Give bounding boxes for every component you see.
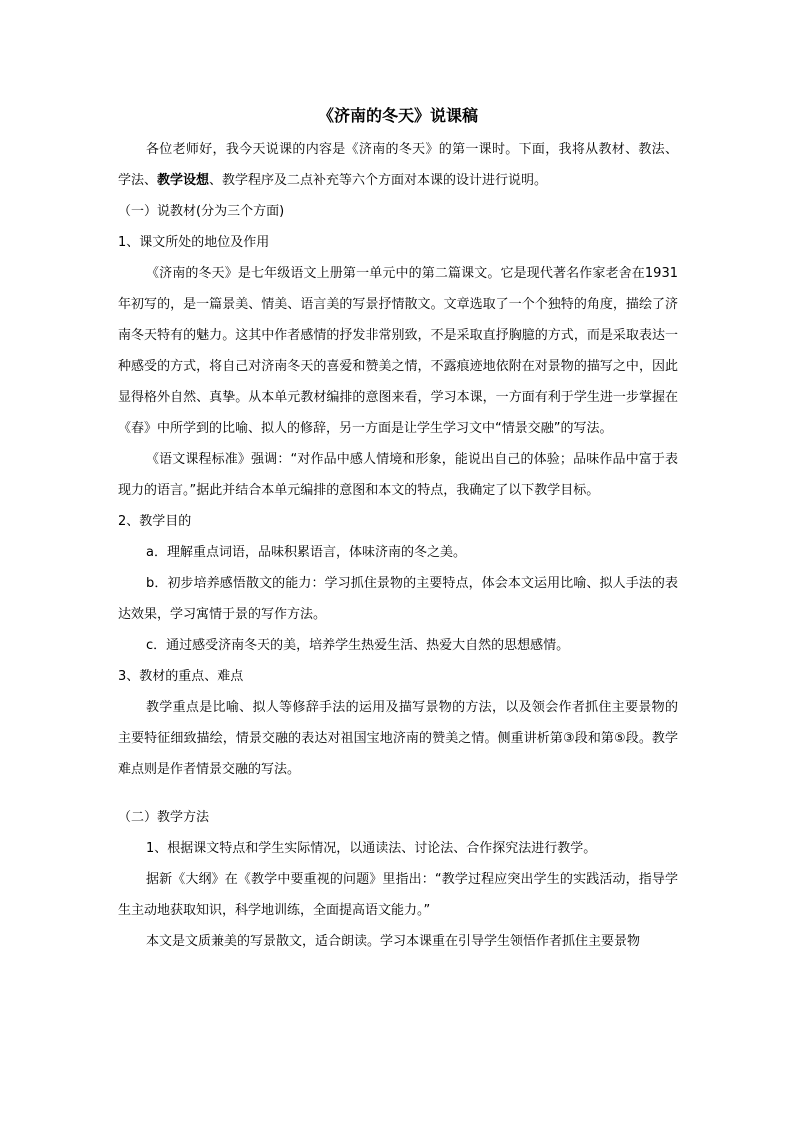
intro-text-end: 、教学程序及二点补充等六个方面对本课的设计进行说明。: [209, 173, 548, 188]
section-2-heading: （二）教学方法: [118, 810, 210, 825]
section-1-1-paragraph-2: 《语文课程标准》强调：“对作品中感人情境和形象，能说出自己的体验；品味作品中富于表现力的语言。”据此并结合本单元编排的意图和本文的特点，我确定了以下教学目标。: [118, 452, 678, 498]
document-body: [118, 104, 678, 957]
goal-c: c．通过感受济南冬天的美，培养学生热爱生活、热爱大自然的思想感情。: [146, 638, 570, 653]
document-title: 《济南的冬天》说课稿: [317, 106, 478, 125]
section-1-1-paragraph-1: 《济南的冬天》是七年级语文上册第一单元中的第二篇课文。它是现代著名作家老舍在1931年初写的，是一篇景美、情美、语言美的写景抒情散文。文章选取了一个个独特的角度，描绘了济南冬天特有的魅力。这其中作者感情的抒发非常别致，不是采取直抒胸臆的方式，而是采取表达一种感受的方式，将自己对济南冬天的喜爱和赞美之情，不露痕迹地依附在对景物的描写之中，因此显得格外自然、真挚。从本单元教材编排的意图来看，学习本课，一方面有利于学生进一步掌握在《春》中所学到的比喻、拟人的修辞，另一方面是让学生学习文中“情景交融”的写法。: [118, 266, 678, 436]
section-1-heading: （一）说教材(分为三个方面): [118, 204, 285, 219]
section-1-1-heading: 1、课文所处的地位及作用: [118, 235, 270, 250]
section-2-paragraph-3: 本文是文质兼美的写景散文，适合朗读。学习本课重在引导学生领悟作者抓住主要景物: [146, 934, 641, 949]
intro-bold-text: 教学设想: [157, 173, 210, 188]
section-1-3-heading: 3、教材的重点、难点: [118, 669, 244, 684]
section-2-paragraph-2: 据新《大纲》在《教学中要重视的问题》里指出：“教学过程应突出学生的实践活动，指导学生主动地获取知识，科学地训练，全面提高语文能力。”: [118, 872, 678, 918]
goal-b: b．初步培养感悟散文的能力：学习抓住景物的主要特点，体会本文运用比喻、拟人手法的表达效果，学习寓情于景的写作方法。: [118, 576, 678, 622]
section-1-3-paragraph: 教学重点是比喻、拟人等修辞手法的运用及描写景物的方法，以及领会作者抓住主要景物的主要特征细致描绘，情景交融的表达对祖国宝地济南的赞美之情。侧重讲析第③段和第⑤段。教学难点则是作者情景交融的写法。: [118, 700, 678, 777]
section-2-paragraph-1: 1、根据课文特点和学生实际情况，以通读法、讨论法、合作探究法进行教学。: [146, 841, 597, 856]
intro-paragraph: [118, 134, 678, 196]
section-spacer: [118, 785, 678, 802]
goal-a: a．理解重点词语，品味积累语言，体味济南的冬之美。: [146, 545, 466, 560]
intro-text: 各位老师好，我今天说课的内容是《济南的冬天》的第一课时。下面，我将从教材、教法、学法、: [118, 142, 678, 188]
section-1-2-heading: 2、教学目的: [118, 514, 192, 529]
